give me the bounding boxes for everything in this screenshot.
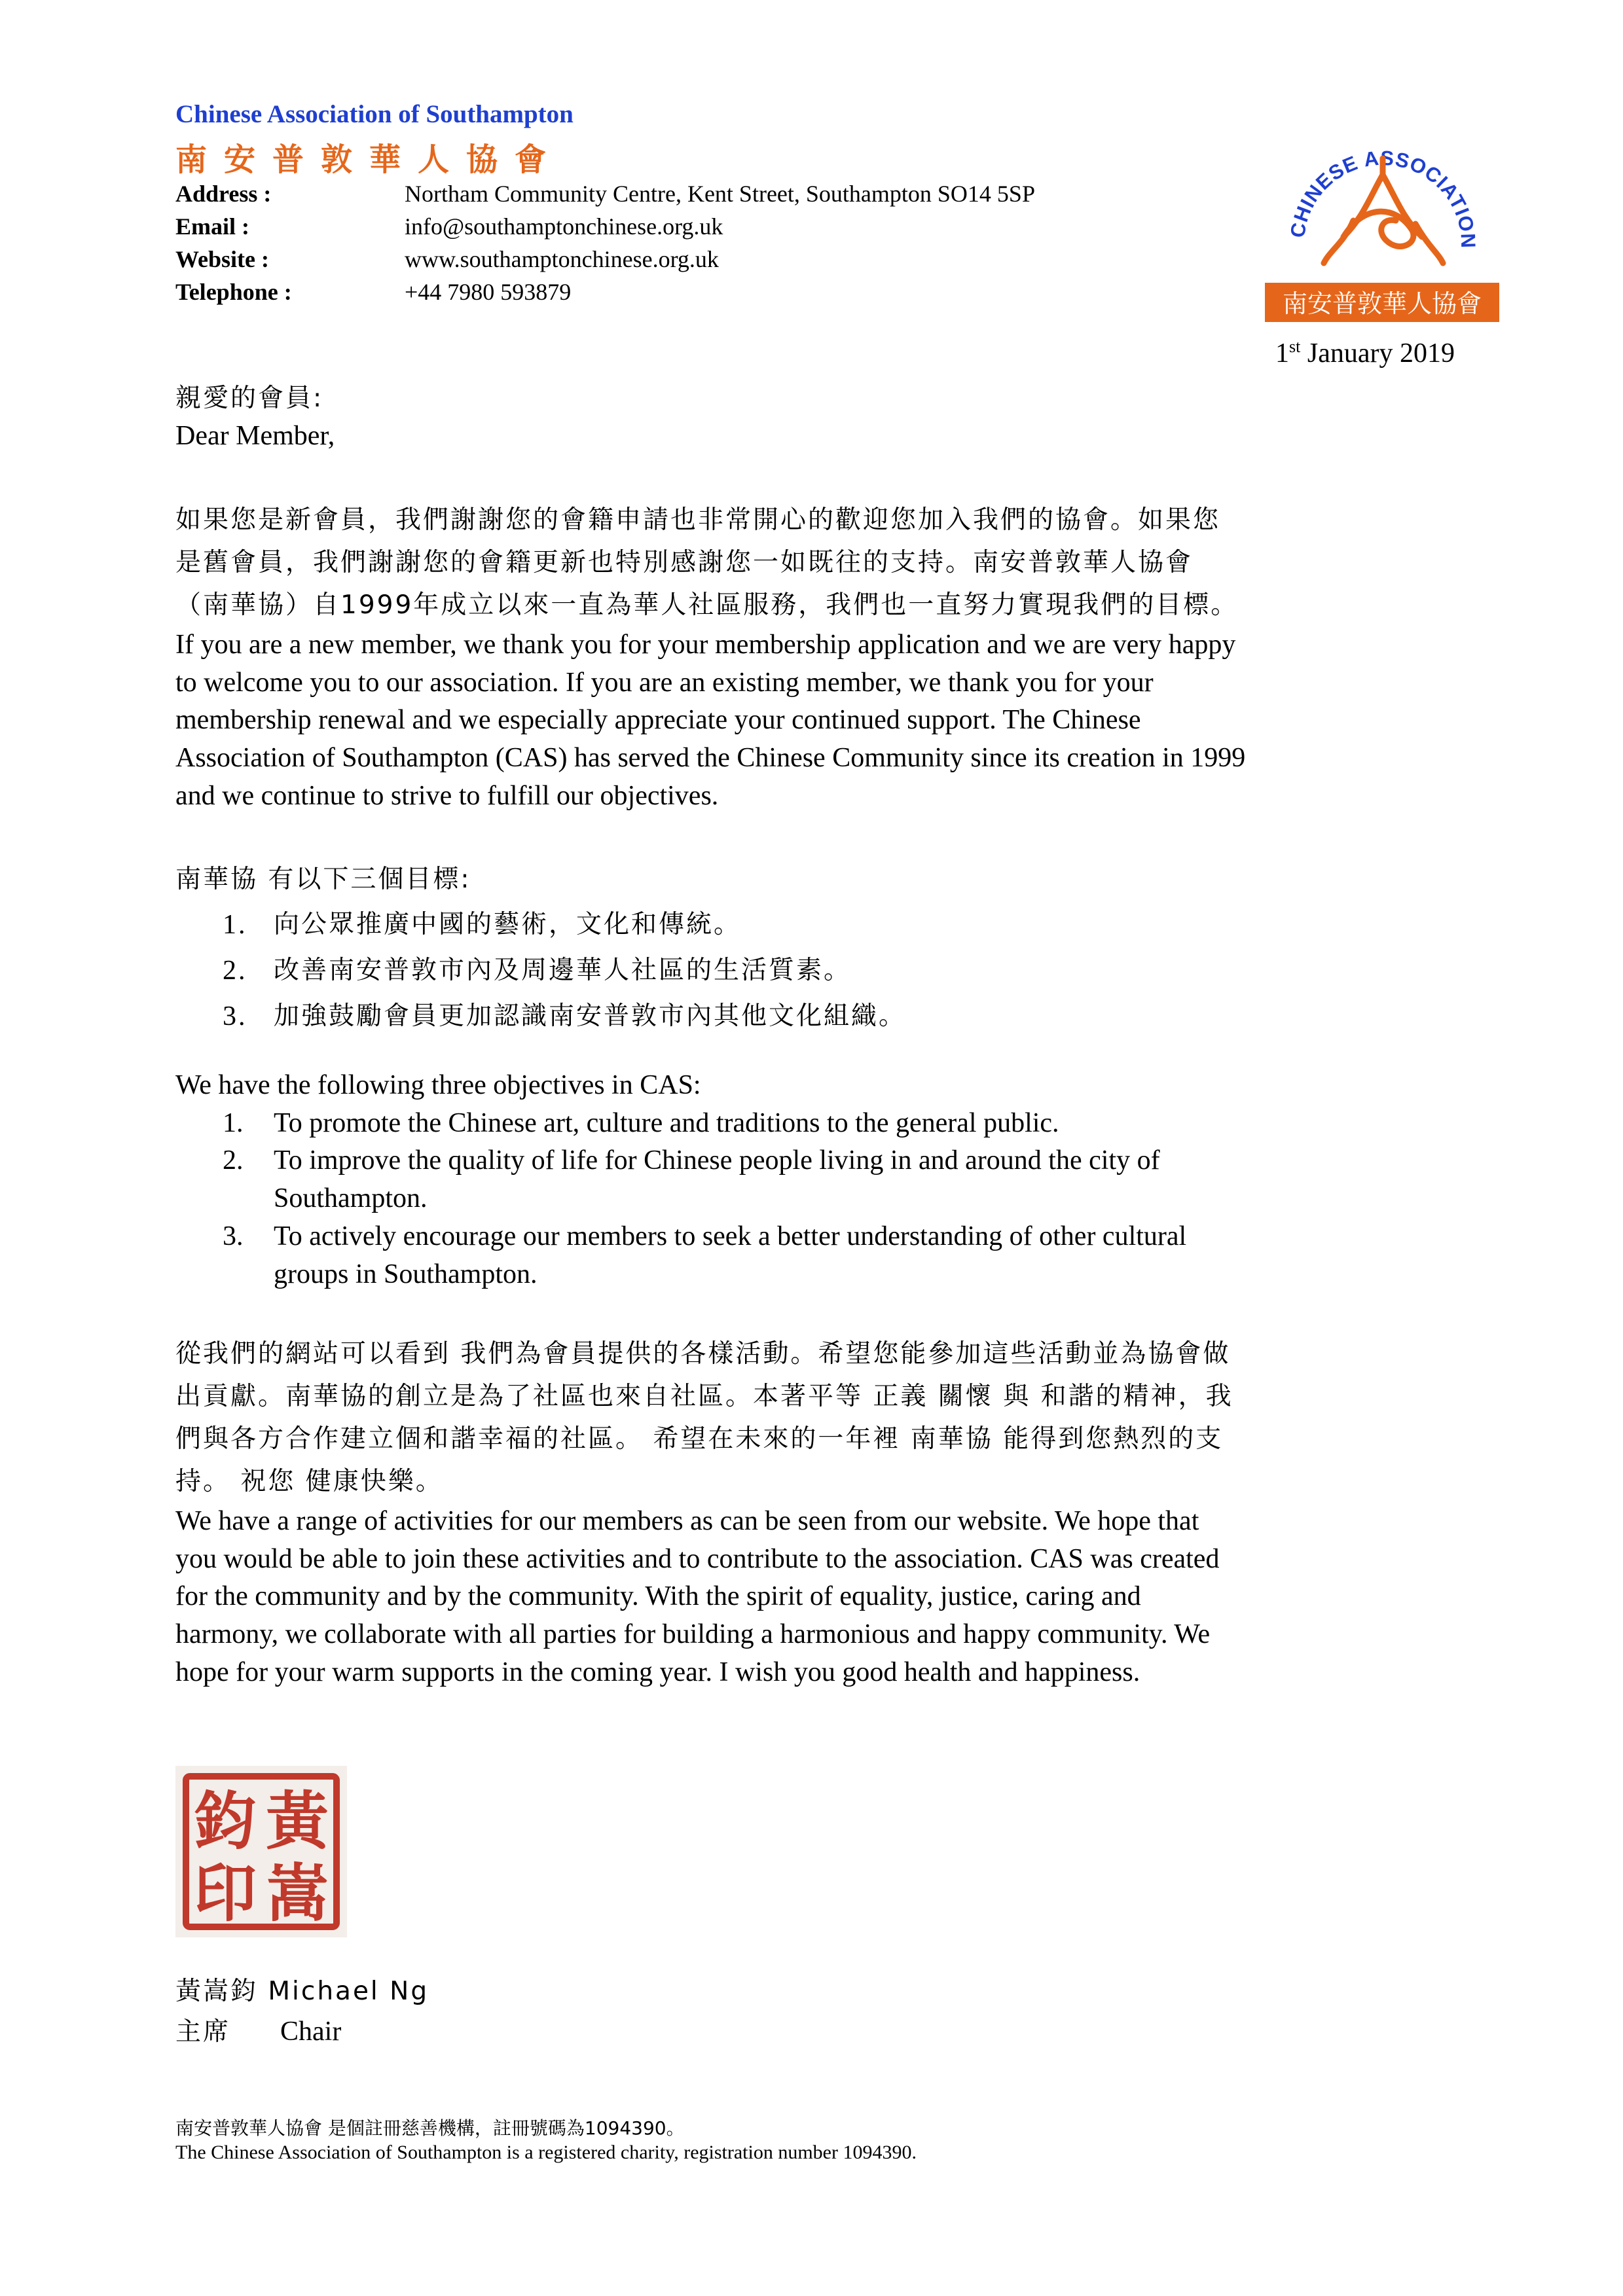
email-label: Email : <box>175 213 249 240</box>
telephone-row <box>175 278 1035 311</box>
website-label: Website : <box>175 246 269 272</box>
footer-en: The Chinese Association of Southampton is a registered charity, registration number 1094390. <box>175 2142 917 2163</box>
list-number: 2. <box>223 1145 244 1176</box>
signature-title <box>175 2011 341 2053</box>
para1-en-line: membership renewal and we especially appreciate your continued support. The Chinese <box>175 705 1141 736</box>
list-text-cont: Southampton. <box>274 1183 428 1214</box>
list-text: To improve the quality of life for Chinese people living in and around the city of <box>274 1145 1160 1176</box>
para1-cn-line: 如果您是新會員，我們謝謝您的會籍申請也非常開心的歡迎您加入我們的協會。如果您 <box>175 505 1221 535</box>
letter-date <box>1275 337 1455 369</box>
para1-cn-line: 是舊會員，我們謝謝您的會籍更新也特別感謝您一如既往的支持。南安普敦華人協會 <box>175 548 1194 577</box>
svg-text:CHINESE ASSOCIATION OF SOUTHAM <box>1265 106 1480 249</box>
list-text-cont: groups in Southampton. <box>274 1259 538 1289</box>
list-number: 1. <box>223 910 247 940</box>
objectives-en-heading: We have the following three objectives in CAS: <box>175 1070 701 1100</box>
date-suffix: st <box>1289 337 1301 356</box>
list-text: 加強鼓勵會員更加認識南安普敦市內其他文化組織。 <box>274 1001 907 1031</box>
paragraph-activities <box>175 1333 1459 1692</box>
list-number: 1. <box>223 1107 244 1138</box>
list-text: 改善南安普敦市內及周邊華人社區的生活質素。 <box>274 956 852 985</box>
logo-banner-text: 南安普敦華人協會 <box>1282 289 1482 318</box>
list-number: 2. <box>223 956 247 986</box>
date-day: 1 <box>1275 338 1290 368</box>
org-name: Chinese Association of Southampton <box>175 100 574 128</box>
list-number: 3. <box>223 1221 244 1251</box>
list-text: To promote the Chinese art, culture and traditions to the general public. <box>274 1107 1059 1138</box>
salutation-cn: 親愛的會員: <box>175 384 324 413</box>
seal-char: 印 <box>194 1856 257 1930</box>
list-item <box>175 902 1459 948</box>
objectives-en <box>175 1067 1459 1293</box>
para2-cn-line: 持。 祝您 健康快樂。 <box>175 1467 443 1496</box>
address-value: Northam Community Centre, Kent Street, Southampton SO14 5SP <box>405 181 1035 207</box>
para1-en-line: Association of Southampton (CAS) has served the Chinese Community since its creation in 1999 <box>175 743 1246 774</box>
list-item <box>175 948 1459 994</box>
email-value: info@southamptonchinese.org.uk <box>405 213 723 240</box>
list-item <box>175 994 1459 1039</box>
org-name-cn: 南安普敦華人協會 <box>175 141 564 178</box>
paragraph-intro <box>175 499 1459 816</box>
logo-graphic <box>1265 106 1499 323</box>
address-row <box>175 180 1035 213</box>
para2-en-line: you would be able to join these activities and to contribute to the association. CAS was created <box>175 1543 1220 1574</box>
seal-char: 黃 <box>266 1784 329 1858</box>
para1-en-line: If you are a new member, we thank you for your membership application and we are very happy <box>175 630 1236 660</box>
signature-title-en: Chair <box>280 2017 342 2047</box>
para2-en-line: for the community and by the community. With the spirit of equality, justice, caring and <box>175 1581 1141 1612</box>
list-text: To actively encourage our members to seek a better understanding of other cultural <box>274 1221 1187 1251</box>
telephone-label: Telephone : <box>175 279 292 305</box>
list-text: 向公眾推廣中國的藝術，文化和傳統。 <box>274 910 742 939</box>
signature-name: 黃嵩鈞 Michael Ng <box>175 1977 429 2006</box>
para1-en-line: and we continue to strive to fulfill our objectives. <box>175 780 719 811</box>
salutation-en: Dear Member, <box>175 421 335 451</box>
seal-char: 嵩 <box>266 1856 329 1930</box>
seal-graphic <box>175 1766 347 1937</box>
seal-char: 鈞 <box>194 1784 257 1858</box>
list-item <box>175 1218 1459 1293</box>
telephone-value: +44 7980 593879 <box>405 279 572 305</box>
email-row <box>175 213 1035 245</box>
logo-ring-text: CHINESE ASSOCIATION <box>1286 146 1480 249</box>
para2-en-line: We have a range of activities for our members as can be seen from our website. We hope that <box>175 1506 1199 1536</box>
para2-en-line: harmony, we collaborate with all parties for building a harmonious and happy community. We <box>175 1619 1211 1650</box>
para2-cn-line: 出貢獻。南華協的創立是為了社區也來自社區。本著平等 正義 關懷 與 和諧的精神，我 <box>175 1382 1233 1411</box>
list-number: 3. <box>223 1001 247 1031</box>
association-logo <box>1265 106 1499 323</box>
address-label: Address : <box>175 181 272 207</box>
objectives-cn-heading: 南華協 有以下三個目標: <box>175 865 471 894</box>
para1-en-line: to welcome you to our association. If you are an existing member, we thank you for your <box>175 667 1154 698</box>
objectives-cn <box>175 857 1459 1039</box>
website-value: www.southamptonchinese.org.uk <box>405 246 719 272</box>
para2-cn-line: 從我們的網站可以看到 我們為會員提供的各樣活動。希望您能參加這些活動並為協會做 <box>175 1339 1231 1369</box>
footer-cn: 南安普敦華人協會 是個註冊慈善機構，註冊號碼為1094390。 <box>175 2117 685 2139</box>
para1-cn-line: （南華協）自1999年成立以來一直為華人社區服務，我們也一直努力實現我們的目標。 <box>175 590 1239 620</box>
signature-title-cn: 主席 <box>175 2017 231 2047</box>
para2-cn-line: 們與各方合作建立個和諧幸福的社區。 希望在未來的一年裡 南華協 能得到您熱烈的支 <box>175 1424 1224 1454</box>
contact-block <box>175 180 1035 311</box>
date-rest: January 2019 <box>1300 338 1455 368</box>
seal-stamp <box>175 1766 347 1937</box>
list-item <box>175 1105 1459 1143</box>
salutation <box>175 380 1459 456</box>
list-item <box>175 1142 1459 1217</box>
para2-en-line: hope for your warm supports in the coming year. I wish you good health and happiness. <box>175 1657 1140 1687</box>
website-row <box>175 245 1035 278</box>
